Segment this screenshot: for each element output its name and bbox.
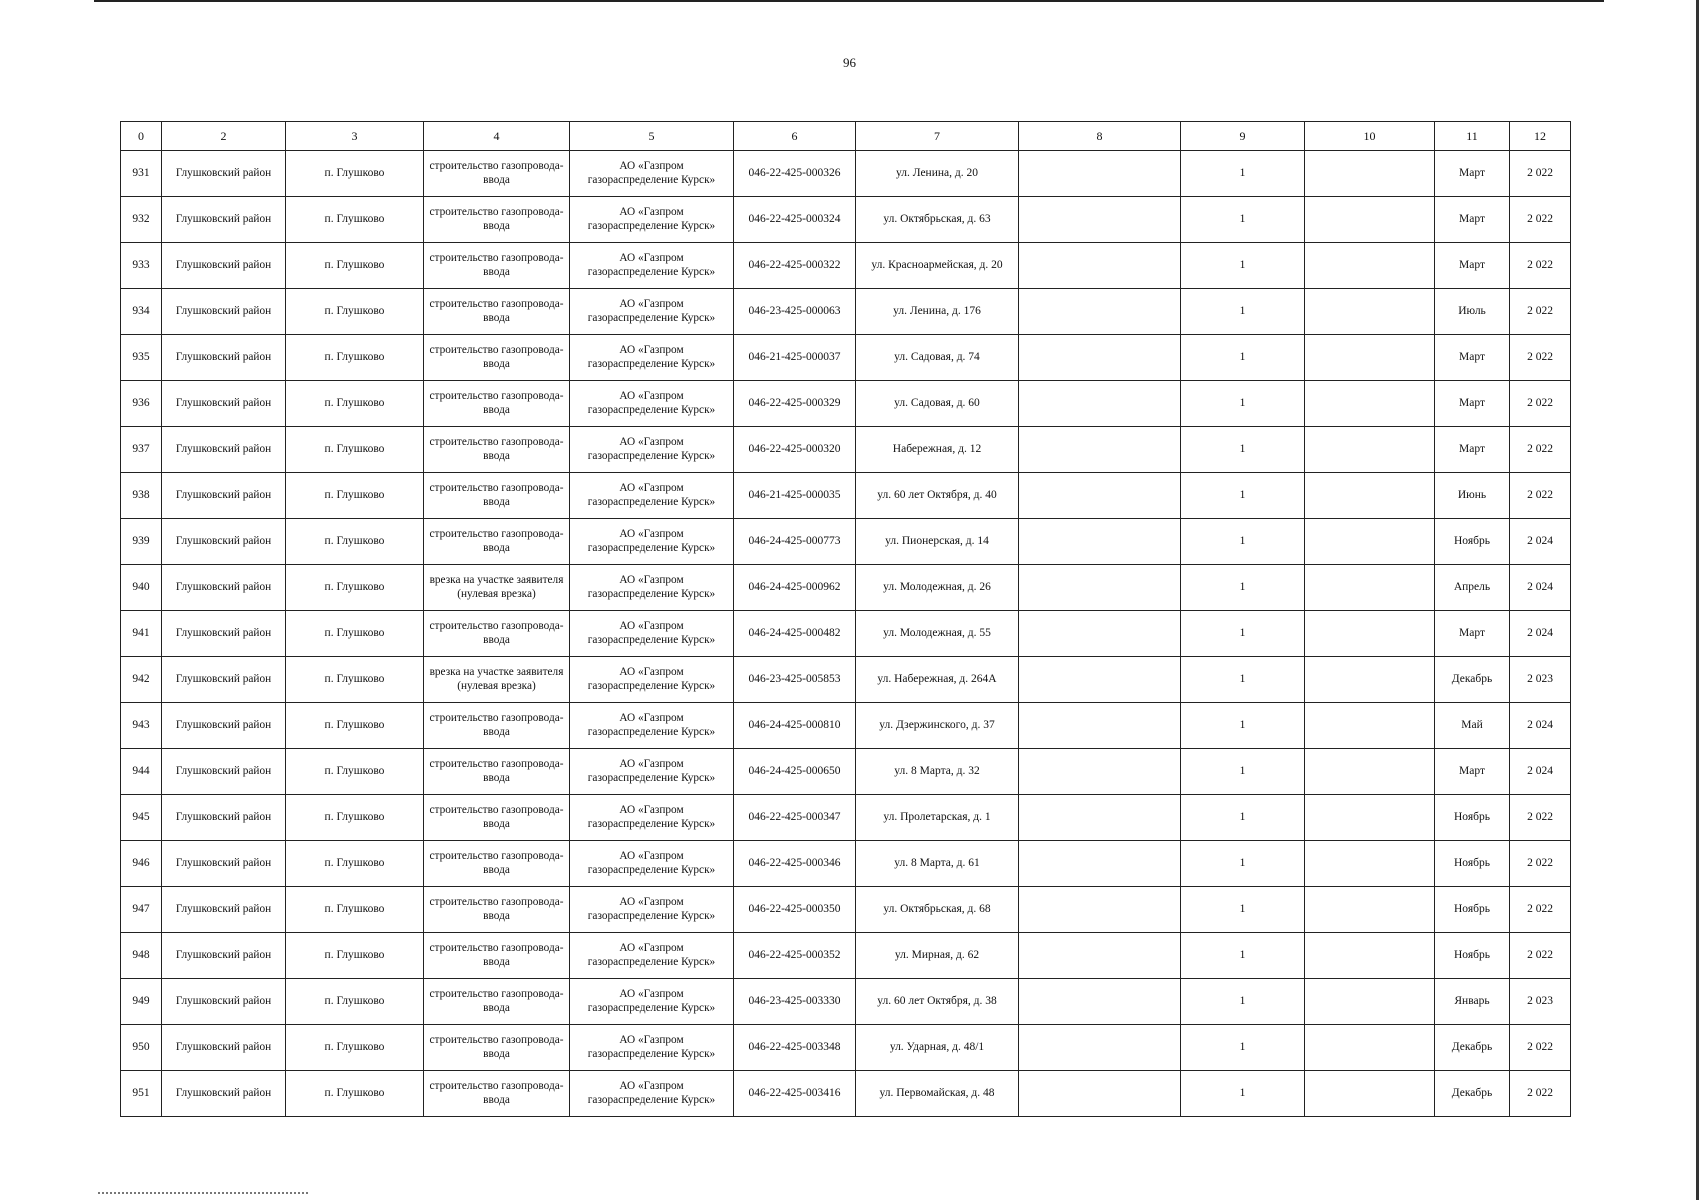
- count-cell: 1: [1181, 795, 1305, 841]
- count-cell: 1: [1181, 381, 1305, 427]
- row-number-cell: 944: [121, 749, 162, 795]
- organization-cell: АО «Газпром газораспределение Курск»: [570, 887, 734, 933]
- address-cell: ул. Садовая, д. 60: [856, 381, 1019, 427]
- column-header: 2: [162, 122, 286, 151]
- application-code-cell: 046-24-425-000650: [734, 749, 856, 795]
- district-cell: Глушковский район: [162, 933, 286, 979]
- district-cell: Глушковский район: [162, 749, 286, 795]
- count-cell: 1: [1181, 749, 1305, 795]
- row-number-cell: 933: [121, 243, 162, 289]
- table-row: [121, 427, 1571, 473]
- month-cell: Ноябрь: [1435, 887, 1510, 933]
- work-type-cell: строительство газопровода-ввода: [424, 335, 570, 381]
- month-cell: Ноябрь: [1435, 841, 1510, 887]
- settlement-cell: п. Глушково: [286, 841, 424, 887]
- empty-cell: [1305, 1025, 1435, 1071]
- row-number-cell: 938: [121, 473, 162, 519]
- empty-cell: [1305, 933, 1435, 979]
- count-cell: 1: [1181, 1071, 1305, 1117]
- application-code-cell: 046-22-425-000326: [734, 151, 856, 197]
- count-cell: 1: [1181, 243, 1305, 289]
- count-cell: 1: [1181, 1025, 1305, 1071]
- organization-cell: АО «Газпром газораспределение Курск»: [570, 335, 734, 381]
- settlement-cell: п. Глушково: [286, 427, 424, 473]
- settlement-cell: п. Глушково: [286, 151, 424, 197]
- settlement-cell: п. Глушково: [286, 243, 424, 289]
- organization-cell: АО «Газпром газораспределение Курск»: [570, 979, 734, 1025]
- row-number-cell: 943: [121, 703, 162, 749]
- application-code-cell: 046-22-425-003348: [734, 1025, 856, 1071]
- organization-cell: АО «Газпром газораспределение Курск»: [570, 197, 734, 243]
- settlement-cell: п. Глушково: [286, 1071, 424, 1117]
- year-cell: 2 022: [1510, 933, 1571, 979]
- empty-cell: [1019, 519, 1181, 565]
- application-code-cell: 046-23-425-003330: [734, 979, 856, 1025]
- table-row: [121, 749, 1571, 795]
- table-row: [121, 933, 1571, 979]
- address-cell: ул. Ленина, д. 20: [856, 151, 1019, 197]
- empty-cell: [1019, 1025, 1181, 1071]
- district-cell: Глушковский район: [162, 979, 286, 1025]
- organization-cell: АО «Газпром газораспределение Курск»: [570, 841, 734, 887]
- organization-cell: АО «Газпром газораспределение Курск»: [570, 243, 734, 289]
- work-type-cell: строительство газопровода-ввода: [424, 979, 570, 1025]
- address-cell: ул. Красноармейская, д. 20: [856, 243, 1019, 289]
- month-cell: Март: [1435, 611, 1510, 657]
- application-code-cell: 046-22-425-000329: [734, 381, 856, 427]
- work-type-cell: строительство газопровода-ввода: [424, 887, 570, 933]
- address-cell: ул. 60 лет Октября, д. 40: [856, 473, 1019, 519]
- settlement-cell: п. Глушково: [286, 611, 424, 657]
- empty-cell: [1305, 841, 1435, 887]
- settlement-cell: п. Глушково: [286, 519, 424, 565]
- empty-cell: [1305, 887, 1435, 933]
- column-header: 10: [1305, 122, 1435, 151]
- row-number-cell: 945: [121, 795, 162, 841]
- settlement-cell: п. Глушково: [286, 289, 424, 335]
- settlement-cell: п. Глушково: [286, 565, 424, 611]
- address-cell: ул. Ленина, д. 176: [856, 289, 1019, 335]
- district-cell: Глушковский район: [162, 841, 286, 887]
- settlement-cell: п. Глушково: [286, 657, 424, 703]
- count-cell: 1: [1181, 611, 1305, 657]
- district-cell: Глушковский район: [162, 381, 286, 427]
- month-cell: Март: [1435, 381, 1510, 427]
- application-code-cell: 046-21-425-000035: [734, 473, 856, 519]
- empty-cell: [1305, 335, 1435, 381]
- month-cell: Май: [1435, 703, 1510, 749]
- month-cell: Декабрь: [1435, 657, 1510, 703]
- count-cell: 1: [1181, 933, 1305, 979]
- application-code-cell: 046-23-425-000063: [734, 289, 856, 335]
- empty-cell: [1305, 289, 1435, 335]
- application-code-cell: 046-24-425-000482: [734, 611, 856, 657]
- empty-cell: [1305, 197, 1435, 243]
- empty-cell: [1019, 335, 1181, 381]
- empty-cell: [1305, 1071, 1435, 1117]
- header-row: [121, 122, 1571, 151]
- work-type-cell: строительство газопровода-ввода: [424, 197, 570, 243]
- work-type-cell: строительство газопровода-ввода: [424, 519, 570, 565]
- empty-cell: [1019, 749, 1181, 795]
- row-number-cell: 935: [121, 335, 162, 381]
- column-header: 9: [1181, 122, 1305, 151]
- application-code-cell: 046-23-425-005853: [734, 657, 856, 703]
- table-row: [121, 381, 1571, 427]
- work-type-cell: строительство газопровода-ввода: [424, 749, 570, 795]
- work-type-cell: врезка на участке заявителя (нулевая врезка): [424, 657, 570, 703]
- empty-cell: [1305, 795, 1435, 841]
- empty-cell: [1019, 795, 1181, 841]
- empty-cell: [1019, 841, 1181, 887]
- year-cell: 2 023: [1510, 979, 1571, 1025]
- page-top-rule: [94, 0, 1604, 2]
- table-row: [121, 565, 1571, 611]
- district-cell: Глушковский район: [162, 151, 286, 197]
- organization-cell: АО «Газпром газораспределение Курск»: [570, 749, 734, 795]
- empty-cell: [1305, 657, 1435, 703]
- empty-cell: [1019, 289, 1181, 335]
- address-cell: ул. 60 лет Октября, д. 38: [856, 979, 1019, 1025]
- footer-mark: [98, 1192, 308, 1197]
- district-cell: Глушковский район: [162, 795, 286, 841]
- year-cell: 2 022: [1510, 427, 1571, 473]
- month-cell: Апрель: [1435, 565, 1510, 611]
- count-cell: 1: [1181, 657, 1305, 703]
- year-cell: 2 022: [1510, 473, 1571, 519]
- application-code-cell: 046-22-425-000322: [734, 243, 856, 289]
- empty-cell: [1019, 381, 1181, 427]
- settlement-cell: п. Глушково: [286, 795, 424, 841]
- organization-cell: АО «Газпром газораспределение Курск»: [570, 519, 734, 565]
- work-type-cell: строительство газопровода-ввода: [424, 795, 570, 841]
- column-header: 6: [734, 122, 856, 151]
- table-row: [121, 703, 1571, 749]
- column-header: 0: [121, 122, 162, 151]
- settlement-cell: п. Глушково: [286, 703, 424, 749]
- application-code-cell: 046-22-425-000352: [734, 933, 856, 979]
- count-cell: 1: [1181, 289, 1305, 335]
- empty-cell: [1305, 427, 1435, 473]
- empty-cell: [1305, 979, 1435, 1025]
- organization-cell: АО «Газпром газораспределение Курск»: [570, 1025, 734, 1071]
- table-row: [121, 841, 1571, 887]
- month-cell: Ноябрь: [1435, 933, 1510, 979]
- organization-cell: АО «Газпром газораспределение Курск»: [570, 289, 734, 335]
- empty-cell: [1019, 243, 1181, 289]
- empty-cell: [1019, 611, 1181, 657]
- settlement-cell: п. Глушково: [286, 335, 424, 381]
- work-type-cell: строительство газопровода-ввода: [424, 933, 570, 979]
- year-cell: 2 022: [1510, 243, 1571, 289]
- district-cell: Глушковский район: [162, 197, 286, 243]
- empty-cell: [1019, 427, 1181, 473]
- count-cell: 1: [1181, 979, 1305, 1025]
- address-cell: Набережная, д. 12: [856, 427, 1019, 473]
- row-number-cell: 941: [121, 611, 162, 657]
- empty-cell: [1305, 703, 1435, 749]
- table-row: [121, 519, 1571, 565]
- table-row: [121, 335, 1571, 381]
- application-code-cell: 046-22-425-000346: [734, 841, 856, 887]
- row-number-cell: 936: [121, 381, 162, 427]
- application-code-cell: 046-22-425-003416: [734, 1071, 856, 1117]
- count-cell: 1: [1181, 335, 1305, 381]
- address-cell: ул. Молодежная, д. 55: [856, 611, 1019, 657]
- row-number-cell: 939: [121, 519, 162, 565]
- year-cell: 2 022: [1510, 841, 1571, 887]
- column-header: 11: [1435, 122, 1510, 151]
- row-number-cell: 948: [121, 933, 162, 979]
- year-cell: 2 022: [1510, 335, 1571, 381]
- column-header: 12: [1510, 122, 1571, 151]
- year-cell: 2 022: [1510, 1071, 1571, 1117]
- organization-cell: АО «Газпром газораспределение Курск»: [570, 381, 734, 427]
- count-cell: 1: [1181, 197, 1305, 243]
- empty-cell: [1019, 473, 1181, 519]
- column-header: 4: [424, 122, 570, 151]
- column-header: 3: [286, 122, 424, 151]
- table-row: [121, 1071, 1571, 1117]
- district-cell: Глушковский район: [162, 703, 286, 749]
- empty-cell: [1019, 933, 1181, 979]
- year-cell: 2 024: [1510, 519, 1571, 565]
- table-row: [121, 887, 1571, 933]
- district-cell: Глушковский район: [162, 473, 286, 519]
- table-row: [121, 657, 1571, 703]
- column-header: 7: [856, 122, 1019, 151]
- work-type-cell: строительство газопровода-ввода: [424, 243, 570, 289]
- empty-cell: [1305, 565, 1435, 611]
- address-cell: ул. Первомайская, д. 48: [856, 1071, 1019, 1117]
- settlement-cell: п. Глушково: [286, 381, 424, 427]
- year-cell: 2 022: [1510, 381, 1571, 427]
- count-cell: 1: [1181, 151, 1305, 197]
- empty-cell: [1019, 197, 1181, 243]
- address-cell: ул. Пионерская, д. 14: [856, 519, 1019, 565]
- address-cell: ул. 8 Марта, д. 32: [856, 749, 1019, 795]
- row-number-cell: 940: [121, 565, 162, 611]
- year-cell: 2 024: [1510, 565, 1571, 611]
- empty-cell: [1305, 519, 1435, 565]
- work-type-cell: врезка на участке заявителя (нулевая врезка): [424, 565, 570, 611]
- district-cell: Глушковский район: [162, 565, 286, 611]
- empty-cell: [1019, 1071, 1181, 1117]
- organization-cell: АО «Газпром газораспределение Курск»: [570, 657, 734, 703]
- count-cell: 1: [1181, 519, 1305, 565]
- empty-cell: [1019, 887, 1181, 933]
- work-type-cell: строительство газопровода-ввода: [424, 1071, 570, 1117]
- year-cell: 2 023: [1510, 657, 1571, 703]
- address-cell: ул. Мирная, д. 62: [856, 933, 1019, 979]
- row-number-cell: 949: [121, 979, 162, 1025]
- settlement-cell: п. Глушково: [286, 933, 424, 979]
- month-cell: Март: [1435, 335, 1510, 381]
- district-cell: Глушковский район: [162, 887, 286, 933]
- empty-cell: [1019, 657, 1181, 703]
- application-code-cell: 046-24-425-000773: [734, 519, 856, 565]
- organization-cell: АО «Газпром газораспределение Курск»: [570, 565, 734, 611]
- organization-cell: АО «Газпром газораспределение Курск»: [570, 151, 734, 197]
- district-cell: Глушковский район: [162, 657, 286, 703]
- year-cell: 2 022: [1510, 151, 1571, 197]
- month-cell: Март: [1435, 197, 1510, 243]
- settlement-cell: п. Глушково: [286, 887, 424, 933]
- address-cell: ул. Октябрьская, д. 68: [856, 887, 1019, 933]
- organization-cell: АО «Газпром газораспределение Курск»: [570, 703, 734, 749]
- district-cell: Глушковский район: [162, 335, 286, 381]
- work-type-cell: строительство газопровода-ввода: [424, 289, 570, 335]
- application-code-cell: 046-22-425-000324: [734, 197, 856, 243]
- application-code-cell: 046-22-425-000350: [734, 887, 856, 933]
- year-cell: 2 022: [1510, 795, 1571, 841]
- page-number: 96: [843, 55, 856, 70]
- table-row: [121, 795, 1571, 841]
- application-code-cell: 046-24-425-000810: [734, 703, 856, 749]
- work-type-cell: строительство газопровода-ввода: [424, 151, 570, 197]
- year-cell: 2 024: [1510, 749, 1571, 795]
- table-row: [121, 151, 1571, 197]
- address-cell: ул. 8 Марта, д. 61: [856, 841, 1019, 887]
- count-cell: 1: [1181, 887, 1305, 933]
- address-cell: ул. Дзержинского, д. 37: [856, 703, 1019, 749]
- count-cell: 1: [1181, 473, 1305, 519]
- district-cell: Глушковский район: [162, 243, 286, 289]
- row-number-cell: 947: [121, 887, 162, 933]
- count-cell: 1: [1181, 841, 1305, 887]
- empty-cell: [1305, 473, 1435, 519]
- month-cell: Март: [1435, 427, 1510, 473]
- work-type-cell: строительство газопровода-ввода: [424, 427, 570, 473]
- row-number-cell: 942: [121, 657, 162, 703]
- month-cell: Ноябрь: [1435, 519, 1510, 565]
- empty-cell: [1305, 749, 1435, 795]
- table-row: [121, 289, 1571, 335]
- registry-body: [121, 151, 1571, 1117]
- month-cell: Январь: [1435, 979, 1510, 1025]
- address-cell: ул. Ударная, д. 48/1: [856, 1025, 1019, 1071]
- work-type-cell: строительство газопровода-ввода: [424, 381, 570, 427]
- empty-cell: [1019, 979, 1181, 1025]
- registry-table: [120, 121, 1571, 1117]
- work-type-cell: строительство газопровода-ввода: [424, 841, 570, 887]
- count-cell: 1: [1181, 427, 1305, 473]
- row-number-cell: 932: [121, 197, 162, 243]
- empty-cell: [1305, 381, 1435, 427]
- district-cell: Глушковский район: [162, 427, 286, 473]
- work-type-cell: строительство газопровода-ввода: [424, 703, 570, 749]
- settlement-cell: п. Глушково: [286, 979, 424, 1025]
- district-cell: Глушковский район: [162, 289, 286, 335]
- row-number-cell: 951: [121, 1071, 162, 1117]
- month-cell: Ноябрь: [1435, 795, 1510, 841]
- table-row: [121, 243, 1571, 289]
- empty-cell: [1019, 703, 1181, 749]
- address-cell: ул. Молодежная, д. 26: [856, 565, 1019, 611]
- application-code-cell: 046-24-425-000962: [734, 565, 856, 611]
- year-cell: 2 022: [1510, 197, 1571, 243]
- work-type-cell: строительство газопровода-ввода: [424, 473, 570, 519]
- month-cell: Март: [1435, 749, 1510, 795]
- year-cell: 2 022: [1510, 1025, 1571, 1071]
- organization-cell: АО «Газпром газораспределение Курск»: [570, 933, 734, 979]
- table-row: [121, 197, 1571, 243]
- district-cell: Глушковский район: [162, 519, 286, 565]
- district-cell: Глушковский район: [162, 1071, 286, 1117]
- row-number-cell: 931: [121, 151, 162, 197]
- column-header: 5: [570, 122, 734, 151]
- address-cell: ул. Садовая, д. 74: [856, 335, 1019, 381]
- month-cell: Март: [1435, 151, 1510, 197]
- table-row: [121, 611, 1571, 657]
- address-cell: ул. Пролетарская, д. 1: [856, 795, 1019, 841]
- year-cell: 2 022: [1510, 289, 1571, 335]
- settlement-cell: п. Глушково: [286, 749, 424, 795]
- table-row: [121, 473, 1571, 519]
- organization-cell: АО «Газпром газораспределение Курск»: [570, 427, 734, 473]
- empty-cell: [1305, 151, 1435, 197]
- organization-cell: АО «Газпром газораспределение Курск»: [570, 473, 734, 519]
- settlement-cell: п. Глушково: [286, 197, 424, 243]
- empty-cell: [1019, 565, 1181, 611]
- address-cell: ул. Октябрьская, д. 63: [856, 197, 1019, 243]
- month-cell: Июль: [1435, 289, 1510, 335]
- row-number-cell: 937: [121, 427, 162, 473]
- empty-cell: [1305, 611, 1435, 657]
- table-row: [121, 1025, 1571, 1071]
- table-row: [121, 979, 1571, 1025]
- count-cell: 1: [1181, 565, 1305, 611]
- empty-cell: [1305, 243, 1435, 289]
- month-cell: Декабрь: [1435, 1025, 1510, 1071]
- row-number-cell: 950: [121, 1025, 162, 1071]
- row-number-cell: 946: [121, 841, 162, 887]
- month-cell: Март: [1435, 243, 1510, 289]
- work-type-cell: строительство газопровода-ввода: [424, 611, 570, 657]
- district-cell: Глушковский район: [162, 1025, 286, 1071]
- work-type-cell: строительство газопровода-ввода: [424, 1025, 570, 1071]
- year-cell: 2 024: [1510, 703, 1571, 749]
- district-cell: Глушковский район: [162, 611, 286, 657]
- organization-cell: АО «Газпром газораспределение Курск»: [570, 795, 734, 841]
- year-cell: 2 022: [1510, 887, 1571, 933]
- settlement-cell: п. Глушково: [286, 1025, 424, 1071]
- application-code-cell: 046-21-425-000037: [734, 335, 856, 381]
- organization-cell: АО «Газпром газораспределение Курск»: [570, 1071, 734, 1117]
- application-code-cell: 046-22-425-000320: [734, 427, 856, 473]
- application-code-cell: 046-22-425-000347: [734, 795, 856, 841]
- organization-cell: АО «Газпром газораспределение Курск»: [570, 611, 734, 657]
- year-cell: 2 024: [1510, 611, 1571, 657]
- month-cell: Декабрь: [1435, 1071, 1510, 1117]
- month-cell: Июнь: [1435, 473, 1510, 519]
- count-cell: 1: [1181, 703, 1305, 749]
- address-cell: ул. Набережная, д. 264А: [856, 657, 1019, 703]
- row-number-cell: 934: [121, 289, 162, 335]
- empty-cell: [1019, 151, 1181, 197]
- column-header: 8: [1019, 122, 1181, 151]
- settlement-cell: п. Глушково: [286, 473, 424, 519]
